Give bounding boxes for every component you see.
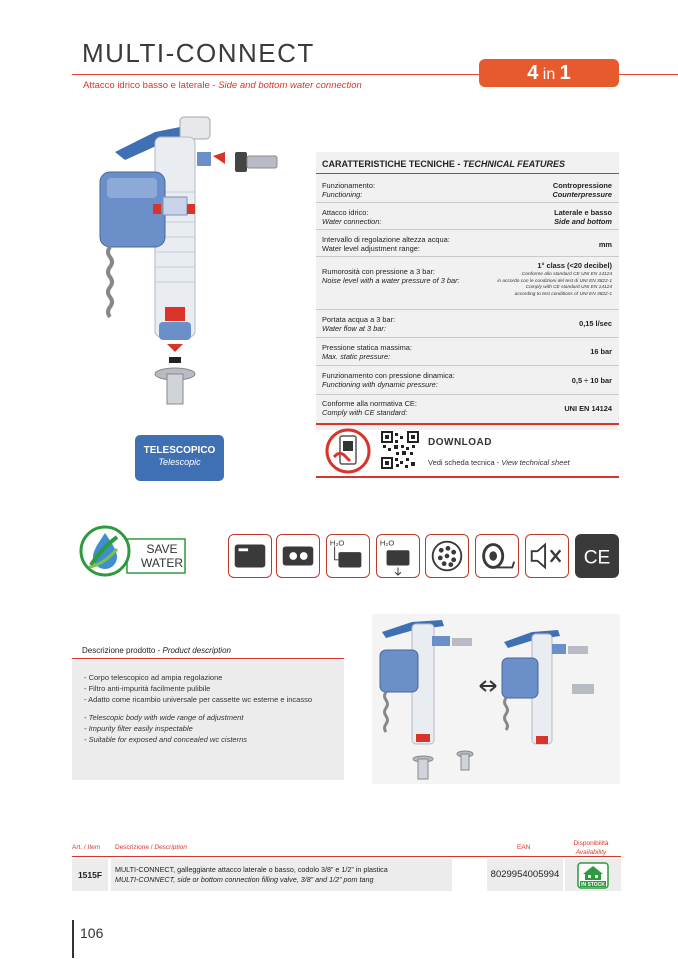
spec-value-en: Side and bottom (554, 217, 612, 226)
telescopic-badge (135, 435, 224, 481)
save-water-badge (79, 525, 187, 578)
table-cell-ean: 8029954005994 (487, 859, 563, 891)
header-description (115, 844, 187, 851)
list-item: - Impurity filter easily inspectable (84, 723, 247, 734)
spec-label-it: Rumorosità con pressione a 3 bar: (322, 267, 435, 276)
subtitle-it: Attacco idrico basso e laterale - (83, 80, 219, 91)
water-inlet-side-icon (376, 534, 420, 578)
description-list-it (84, 672, 312, 705)
save-water-line2: WATER (141, 556, 183, 570)
spec-row-noise-level (322, 261, 612, 297)
save-water-line1: SAVE (146, 542, 178, 556)
silent-icon (525, 534, 569, 578)
spec-label-en: Max. static pressure: (322, 352, 391, 361)
spec-row-water-flow (322, 315, 612, 333)
spec-label-en: Functioning with dynamic pressure: (322, 380, 438, 389)
spec-heading-en: TECHNICAL FEATURES (462, 159, 566, 169)
spec-label-en: Water flow at 3 bar: (322, 324, 386, 333)
download-link[interactable]: DOWNLOAD (428, 437, 492, 448)
spec-label-en: Functioning: (322, 190, 363, 199)
cistern-icon (228, 534, 272, 578)
list-item: - Filtro anti-impurità facilmente pulibile (84, 683, 312, 694)
subtitle (83, 80, 362, 91)
spec-row-water-connection (322, 208, 612, 226)
download-divider (316, 476, 619, 478)
table-cell-description (111, 859, 452, 891)
table-divider (72, 856, 621, 857)
spec-row-functioning (322, 181, 612, 199)
h2o-label: H₂O (329, 538, 345, 548)
spec-label-it: Pressione statica massima: (322, 343, 412, 352)
header-item (72, 844, 100, 851)
page-title: MULTI-CONNECT (82, 38, 315, 68)
spec-separator (316, 256, 619, 257)
table-cell-availability (565, 859, 621, 891)
spec-note: Conforme allo standard CE UNI EN 14124 (521, 272, 612, 277)
in-stock-icon (577, 862, 609, 889)
spec-value-it: Contropressione (552, 181, 612, 190)
spec-label-en: Water level adjustment range: (322, 244, 420, 253)
spec-heading (322, 159, 565, 169)
spec-separator (316, 394, 619, 395)
water-inlet-bottom-icon (326, 534, 370, 578)
connection-comparison-image (372, 614, 620, 784)
spec-value: mm (598, 240, 612, 249)
spec-row-ce-standard (322, 399, 612, 417)
tape-icon (475, 534, 519, 578)
header-item-en: Item (87, 844, 101, 851)
spec-compliance-notes (497, 272, 612, 298)
spec-row-static-pressure (322, 343, 612, 361)
row-description-it: MULTI-CONNECT, galleggiante attacco laterale o basso, codolo 3/8” e 1/2” in plastica (115, 865, 388, 874)
smartphone-scan-icon[interactable] (324, 427, 372, 475)
spec-value: 0,15 l/sec (579, 319, 612, 328)
download-sub-en: View technical sheet (501, 458, 570, 467)
spec-label-it: Intervallo di regolazione altezza acqua: (322, 235, 450, 244)
spec-label-it: Funzionamento con pressione dinamica: (322, 371, 455, 380)
description-divider (72, 658, 344, 659)
spec-separator (316, 229, 619, 230)
page-number: 106 (80, 925, 104, 941)
spec-row-adjustment-range (322, 235, 612, 253)
header-availability-en: Availability (575, 849, 607, 856)
list-item: - Corpo telescopico ad ampia regolazione (84, 672, 312, 683)
spec-value-it: Laterale e basso (554, 208, 612, 217)
description-title-en: Product description (162, 646, 231, 655)
spec-heading-it: CARATTERISTICHE TECNICHE - (322, 159, 463, 169)
description-list-en (84, 712, 247, 745)
spec-separator (316, 365, 619, 366)
spec-value: 0,5 ÷ 10 bar (571, 376, 612, 385)
header-availability (560, 839, 622, 857)
header-item-it: Art. / (72, 844, 88, 851)
spec-label-en: Noise level with a water pressure of 3 bar: (322, 276, 460, 285)
description-title (82, 646, 231, 655)
spec-value: 1° class (<20 decibel) (537, 261, 612, 270)
spec-separator (316, 309, 619, 310)
spec-label-it: Attacco idrico: (322, 208, 369, 217)
row-description-en: MULTI-CONNECT, side or bottom connection filling valve, 3/8” and 1/2” pom tang (115, 875, 374, 884)
page-number-bar (72, 920, 74, 958)
telescopic-it: TELESCOPICO (143, 445, 216, 456)
spec-note: Comply with CE standard UNI EN 14124 (525, 285, 612, 290)
download-subtitle[interactable] (428, 458, 570, 467)
spec-label-en: Water connection: (322, 217, 382, 226)
table-cell-sku: 1515F (72, 859, 108, 891)
spec-label-it: Funzionamento: (322, 181, 375, 190)
list-item: - Suitable for exposed and concealed wc cisterns (84, 734, 247, 745)
spec-note: in accordo con le condizioni del test di UNI EN 3822-1 (497, 278, 612, 284)
dual-flush-icon (276, 534, 320, 578)
telescopic-en: Telescopic (158, 457, 201, 467)
badge-in: in (538, 66, 560, 83)
header-description-it: Descrizione / (115, 844, 155, 851)
subtitle-en: Side and bottom water connection (218, 80, 362, 91)
spec-separator (316, 202, 619, 203)
description-title-it: Descrizione prodotto - (82, 646, 163, 655)
in-stock-label: IN STOCK (581, 882, 605, 888)
ce-label: CE (583, 547, 611, 569)
spec-note: according to test conditions of UNI EN 3822-1 (514, 291, 612, 297)
ce-mark-icon (575, 534, 619, 578)
qr-code-icon[interactable] (381, 431, 419, 469)
spec-row-dynamic-pressure (322, 371, 612, 389)
four-in-one-badge (479, 59, 619, 87)
header-ean: EAN (517, 844, 531, 851)
spec-value-en: Counterpressure (552, 190, 612, 199)
spec-label-en: Comply with CE standard: (322, 408, 408, 417)
spec-value: UNI EN 14124 (564, 404, 612, 413)
product-image (85, 112, 305, 412)
spec-label-it: Portata acqua a 3 bar: (322, 315, 396, 324)
spec-value: 16 bar (590, 347, 612, 356)
h2o-label: H₂O (379, 538, 395, 548)
header-description-en: Description (154, 844, 187, 851)
list-item: - Telescopic body with wide range of adjustment (84, 712, 247, 723)
filter-icon (425, 534, 469, 578)
spec-heading-divider (316, 173, 619, 174)
badge-number-left: 4 (527, 62, 539, 84)
header-availability-it: Disponibilità (573, 840, 609, 847)
badge-number-right: 1 (559, 62, 571, 84)
download-sub-it: Vedi scheda tecnica - (428, 458, 502, 467)
list-item: - Adatto come ricambio universale per cassette wc esterne e incasso (84, 694, 312, 705)
spec-bottom-divider (316, 423, 619, 425)
spec-separator (316, 337, 619, 338)
spec-label-it: Conforme alla normativa CE: (322, 399, 417, 408)
